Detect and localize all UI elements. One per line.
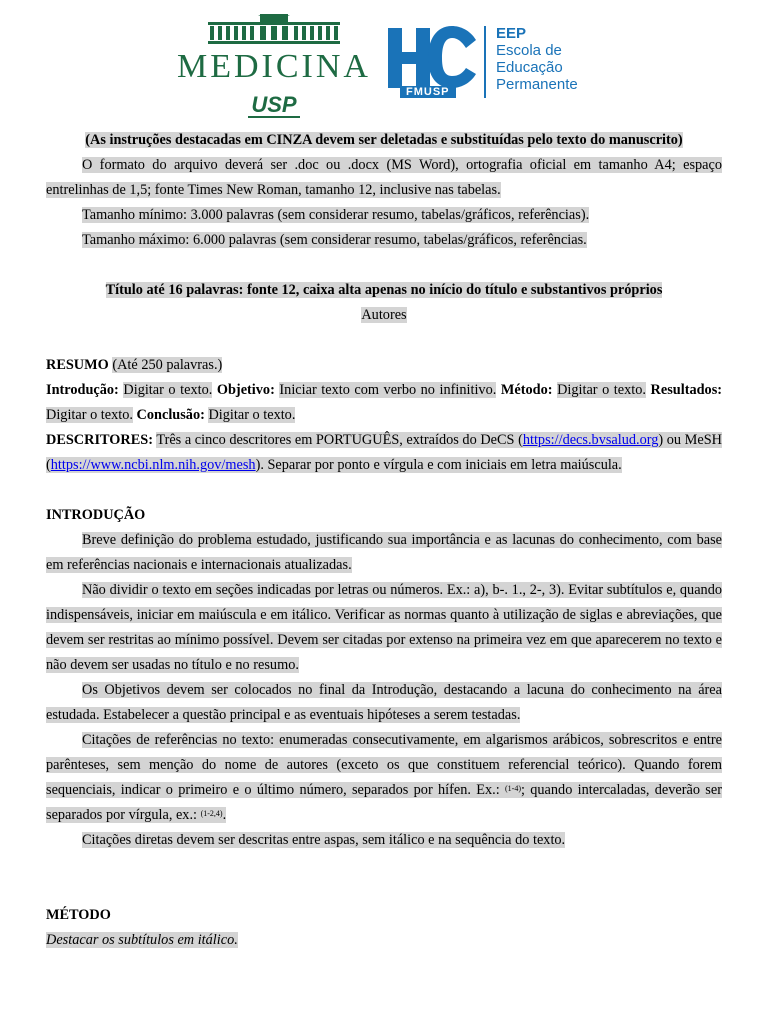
hc-eep-logo xyxy=(386,26,606,102)
manuscript-body xyxy=(46,128,722,953)
medicina-wordmark: MEDICINA xyxy=(177,48,371,85)
introducao-paragraph-2: Não dividir o texto em seções indicadas por letras ou números. Ex.: a), b-. 1., 2-, 3). Evitar subtítulos e, quando indispensáveis, iniciar em maiúscula e em itálico. Verificar as normas quanto à utilização de siglas e abreviações, que devem ser restritas ao mínimo possível. Devem ser citadas por extenso na primeira vez em que aparecerem no texto e não devem ser usadas no título e no resumo. xyxy=(46,582,722,673)
introducao-paragraph-3: Os Objetivos devem ser colocados no final da Introdução, destacando a lacuna do conhecimento na área estudada. Estabelecer a questão principal e as eventuais hipóteses a serem testadas. xyxy=(46,682,722,723)
citation-text-c: . xyxy=(222,807,227,823)
decs-link[interactable]: https://decs.bvsalud.org xyxy=(522,432,659,448)
authors-placeholder: Autores xyxy=(361,307,407,323)
objective-text: Iniciar texto com verbo no infinitivo. xyxy=(279,382,497,398)
mesh-link[interactable]: https://www.ncbi.nlm.nih.gov/mesh xyxy=(50,457,256,473)
building-icon xyxy=(208,14,340,44)
eep-line-2: Educação xyxy=(496,59,563,76)
eep-title: EEP xyxy=(496,25,527,42)
metodo-note: Destacar os subtítulos em itálico. xyxy=(46,932,238,948)
usp-wordmark: USP xyxy=(248,94,300,118)
results-text: Digitar o texto. xyxy=(46,407,133,423)
format-instruction: O formato do arquivo deverá ser .doc ou .docx (MS Word), ortografia oficial em tamanho A4; espaço entrelinhas de 1,5; fonte Times New Roman, tamanho 12, inclusive nas tabelas. xyxy=(46,157,722,198)
medicina-usp-logo xyxy=(176,14,372,117)
logo-divider xyxy=(484,26,486,98)
fmusp-label: FMUSP xyxy=(400,86,456,98)
objective-label: Objetivo: xyxy=(216,382,275,398)
conclusion-text: Digitar o texto. xyxy=(208,407,296,423)
results-label: Resultados: xyxy=(650,382,723,398)
instructions-heading: (As instruções destacadas em CINZA devem ser deletadas e substituídas pelo texto do manuscrito) xyxy=(85,132,683,148)
method-text: Digitar o texto. xyxy=(557,382,646,398)
method-label: Método: xyxy=(500,382,553,398)
descriptors-text-1: Três a cinco descritores em PORTUGUÊS, extraídos do DeCS ( xyxy=(156,432,523,448)
introducao-heading: INTRODUÇÃO xyxy=(46,507,146,523)
descriptors-label: DESCRITORES: xyxy=(46,432,153,448)
introducao-paragraph-1: Breve definição do problema estudado, justificando sua importância e as lacunas do conhecimento, com base em referências nacionais e internacionais atualizadas. xyxy=(46,532,722,573)
intro-text: Digitar o texto. xyxy=(123,382,213,398)
citation-text-a: Citações de referências no texto: enumeradas consecutivamente, em algarismos arábicos, sobrescritos e entre parênteses, sem menção do nome de autores (exceto os que constituem referencial teórico). Quando forem sequenciais, indicar o primeiro e o último número, separados por hífen. Ex.: xyxy=(46,732,722,798)
eep-line-3: Permanente xyxy=(496,76,578,93)
citation-sup-2: (1-2,4) xyxy=(200,809,223,818)
conclusion-label: Conclusão: xyxy=(136,407,205,423)
descriptors-text-2: ) ou MeSH ( xyxy=(46,432,722,473)
resumo-limit: (Até 250 palavras.) xyxy=(112,357,223,373)
min-size-instruction: Tamanho mínimo: 3.000 palavras (sem considerar resumo, tabelas/gráficos, referências). xyxy=(82,207,590,223)
eep-wordmark xyxy=(496,26,578,93)
metodo-heading: MÉTODO xyxy=(46,907,111,923)
intro-label: Introdução: xyxy=(46,382,119,398)
max-size-instruction: Tamanho máximo: 6.000 palavras (sem considerar resumo, tabelas/gráficos, referências. xyxy=(82,232,587,248)
descriptors-text-3: ). Separar por ponto e vírgula e com iniciais em letra maiúscula. xyxy=(255,457,622,473)
page-header xyxy=(0,0,768,120)
resumo-heading: RESUMO xyxy=(46,357,109,373)
introducao-paragraph-5: Citações diretas devem ser descritas entre aspas, sem itálico e na sequência do texto. xyxy=(82,832,566,848)
citation-sup-1: (1-4) xyxy=(504,784,521,793)
citation-text-b: ; quando intercaladas, deverão ser separados por vírgula, ex.: xyxy=(46,782,722,823)
title-instruction: Título até 16 palavras: fonte 12, caixa alta apenas no início do título e substantivos próprios xyxy=(105,282,663,298)
eep-line-1: Escola de xyxy=(496,42,562,59)
